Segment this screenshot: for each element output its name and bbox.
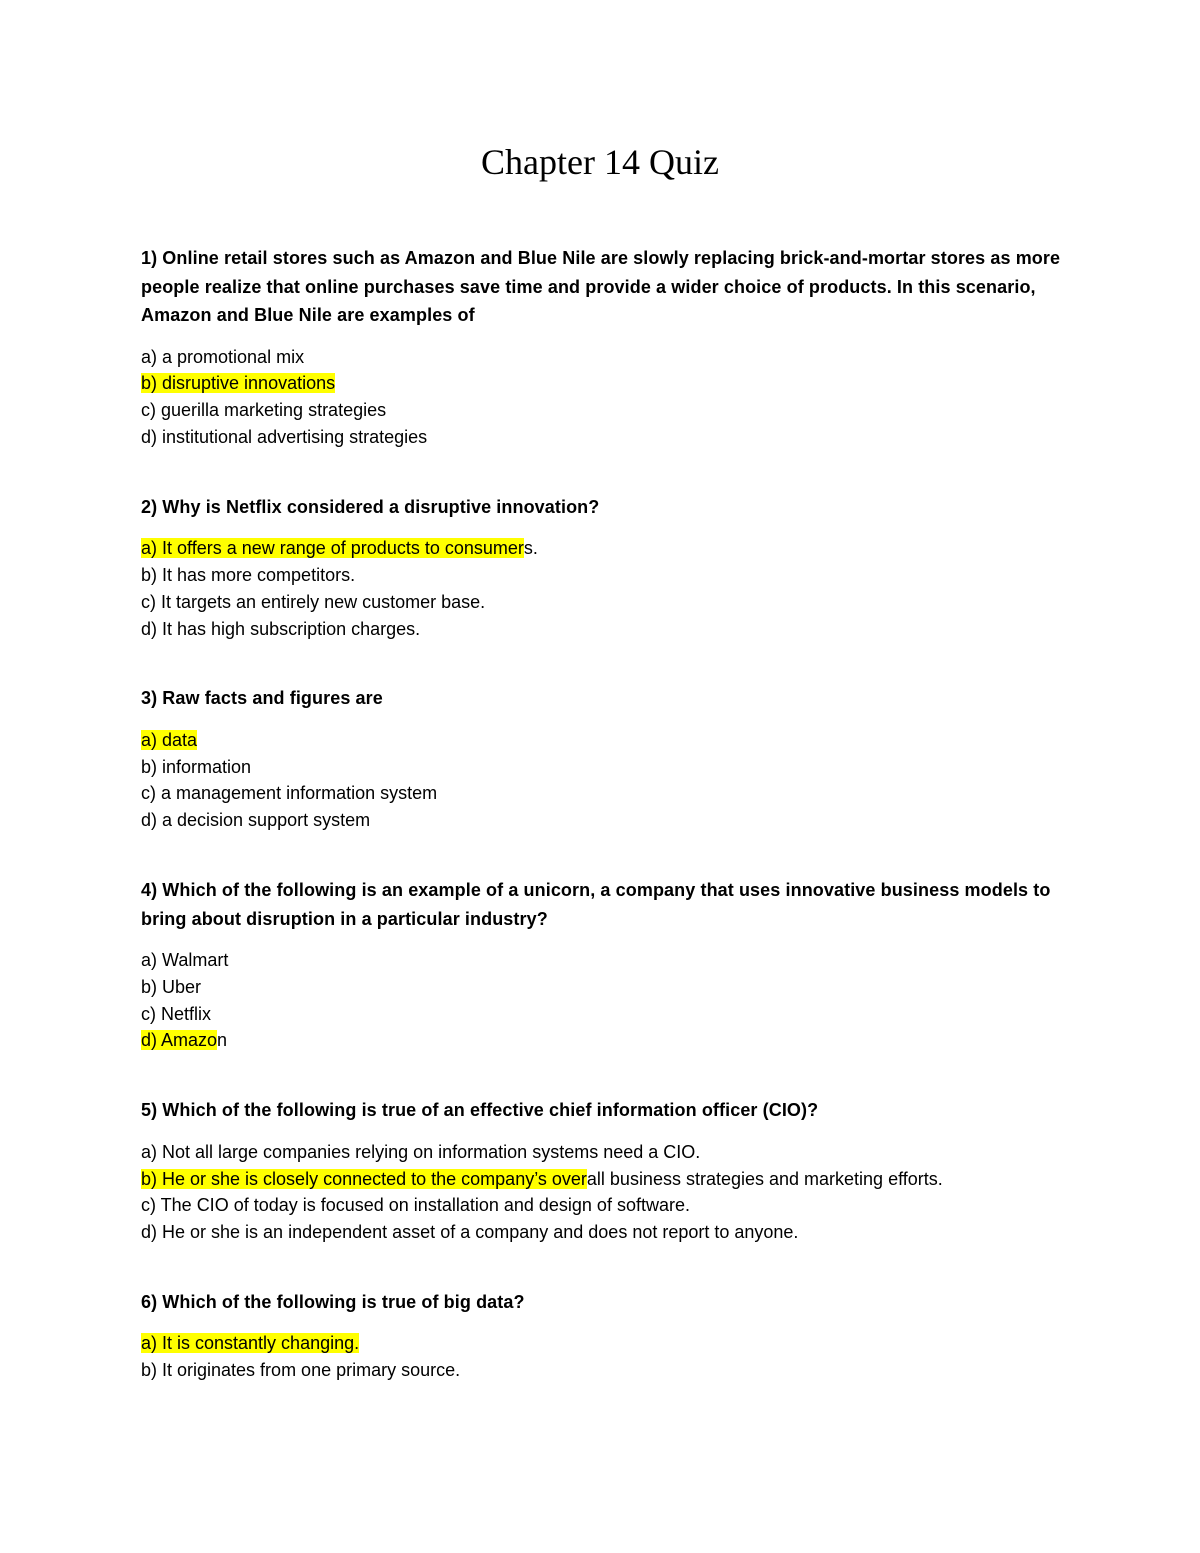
highlighted-answer: d) Amazo xyxy=(141,1030,218,1051)
answer-text: b) It originates from one primary source. xyxy=(141,1360,461,1381)
answer-option-b xyxy=(141,370,1066,397)
quiz-content xyxy=(141,244,1066,1384)
question-3 xyxy=(141,684,1066,834)
answer-option-c xyxy=(141,1001,1066,1028)
answer-option-d xyxy=(141,807,1066,834)
question-text: 6) Which of the following is true of big data? xyxy=(141,1291,525,1312)
question-6 xyxy=(141,1288,1066,1384)
answer-text: all business strategies and marketing efforts. xyxy=(586,1168,943,1189)
answer-options xyxy=(141,1330,1066,1384)
question-text: 2) Why is Netflix considered a disruptive innovation? xyxy=(141,496,600,517)
answer-text: a) a promotional mix xyxy=(141,346,305,367)
answer-text: d) a decision support system xyxy=(141,810,371,831)
answer-option-b xyxy=(141,754,1066,781)
answer-option-a xyxy=(141,1330,1066,1357)
answer-text: b) It has more competitors. xyxy=(141,564,356,585)
answer-text: b) Uber xyxy=(141,976,202,997)
answer-text: d) It has high subscription charges. xyxy=(141,618,421,639)
question-text: 5) Which of the following is true of an effective chief information officer (CIO)? xyxy=(141,1100,819,1121)
answer-option-c xyxy=(141,397,1066,424)
answer-option-a xyxy=(141,727,1066,754)
answer-options xyxy=(141,727,1066,834)
answer-option-c xyxy=(141,589,1066,616)
answer-text: c) a management information system xyxy=(141,783,438,804)
question-text: 4) Which of the following is an example of a unicorn, a company that uses innovative business models to bring about disruption in a particular industry? xyxy=(141,880,1051,929)
question-4 xyxy=(141,876,1066,1054)
answer-option-a xyxy=(141,535,1066,562)
question-2 xyxy=(141,493,1066,643)
answer-options xyxy=(141,947,1066,1054)
question-5 xyxy=(141,1096,1066,1246)
question-1 xyxy=(141,244,1066,451)
answer-option-a xyxy=(141,947,1066,974)
answer-option-b xyxy=(141,1357,1066,1384)
answer-text: c) Netflix xyxy=(141,1003,212,1024)
answer-option-d xyxy=(141,424,1066,451)
answer-option-b xyxy=(141,1166,1066,1193)
answer-text: a) Not all large companies relying on information systems need a CIO. xyxy=(141,1141,701,1162)
answer-option-a xyxy=(141,1139,1066,1166)
highlighted-answer: b) disruptive innovations xyxy=(141,373,336,394)
answer-text: n xyxy=(217,1030,228,1051)
question-text: 3) Raw facts and figures are xyxy=(141,688,383,709)
answer-options xyxy=(141,344,1066,451)
answer-text: c) guerilla marketing strategies xyxy=(141,400,387,421)
answer-option-a xyxy=(141,344,1066,371)
answer-option-b xyxy=(141,562,1066,589)
highlighted-answer: b) He or she is closely connected to the company’s over xyxy=(141,1168,587,1189)
answer-text: b) information xyxy=(141,756,252,777)
answer-text: d) institutional advertising strategies xyxy=(141,426,428,447)
answer-text: c) The CIO of today is focused on installation and design of software. xyxy=(141,1195,690,1216)
highlighted-answer: a) It offers a new range of products to consumer xyxy=(141,538,524,559)
answer-option-c xyxy=(141,1192,1066,1219)
answer-text: a) Walmart xyxy=(141,950,229,971)
page-title: Chapter 14 Quiz xyxy=(481,142,719,182)
highlighted-answer: a) It is constantly changing. xyxy=(141,1333,360,1354)
answer-options xyxy=(141,1139,1066,1246)
answer-option-c xyxy=(141,780,1066,807)
answer-options xyxy=(141,535,1066,642)
answer-option-d xyxy=(141,1219,1066,1246)
answer-text: c) It targets an entirely new customer base. xyxy=(141,591,486,612)
question-text: 1) Online retail stores such as Amazon and Blue Nile are slowly replacing brick-and-mortar stores as more people realize that online purchases save time and provide a wider choice of products. In this scenario, Amazon and Blue Nile are examples of xyxy=(141,248,1061,325)
answer-option-b xyxy=(141,974,1066,1001)
answer-text: s. xyxy=(523,538,538,559)
answer-text: d) He or she is an independent asset of a company and does not report to anyone. xyxy=(141,1222,799,1243)
answer-option-d xyxy=(141,616,1066,643)
answer-option-d xyxy=(141,1027,1066,1054)
highlighted-answer: a) data xyxy=(141,729,198,750)
